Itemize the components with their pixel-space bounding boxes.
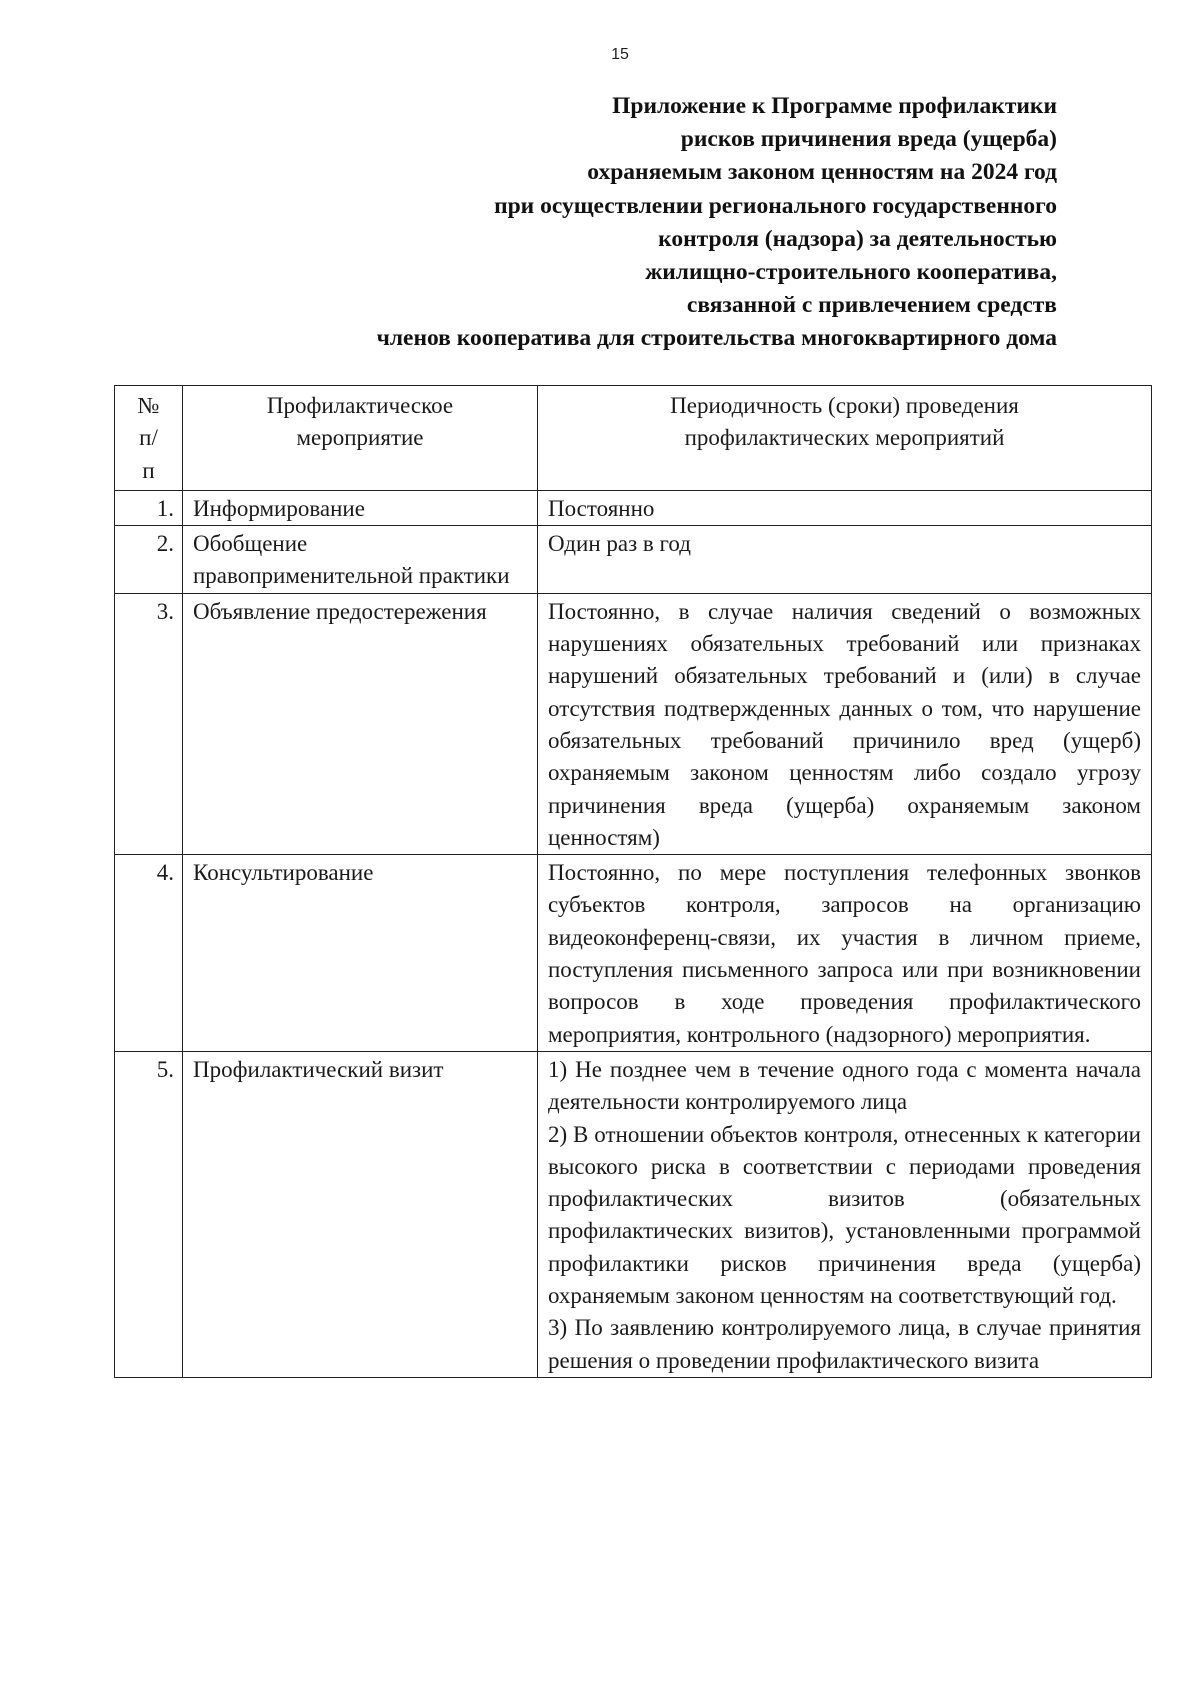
column-header-number [115, 386, 183, 491]
column-header-line: профилактических мероприятий [684, 425, 1005, 451]
activity-periodicity [538, 490, 1152, 525]
periodicity-paragraph: Постоянно [548, 495, 655, 521]
activity-name: Обобщение правоприменительной практики [183, 526, 538, 594]
periodicity-paragraph: 3) По заявлению контролируемого лица, в случае принятия решения о проведении профилактического визита [548, 1315, 1141, 1373]
column-header-line: № [137, 393, 160, 418]
appendix-header-line: жилищно-строительного кооператива, [645, 259, 1057, 286]
row-number: 5. [115, 1051, 183, 1377]
column-header-line: мероприятие [296, 425, 424, 451]
appendix-header-line: контроля (надзора) за деятельностью [658, 225, 1057, 252]
column-header-line: п/ [139, 425, 158, 451]
row-number: 1. [115, 490, 183, 525]
activity-name: Информирование [183, 490, 538, 525]
column-header-line: Периодичность (сроки) проведения [670, 393, 1019, 418]
activity-periodicity [538, 855, 1152, 1052]
periodicity-paragraph: Постоянно, по мере поступления телефонных звонков субъектов контроля, запросов на организацию видеоконференц-связи, их участия в личном приеме, поступления письменного запроса или при возникновении вопросов в ходе проведения профилактического мероприятия, контрольного (надзорного) мероприятия. [548, 860, 1141, 1047]
activities-table [114, 385, 1152, 1378]
appendix-header-line: членов кооператива для строительства многоквартирного дома [376, 325, 1057, 352]
periodicity-paragraph: Один раз в год [548, 531, 691, 557]
appendix-header-line: рисков причинения вреда (ущерба) [680, 126, 1057, 153]
periodicity-paragraph: 2) В отношении объектов контроля, отнесенных к категории высокого риска в соответствии с периодами проведения профилактических визитов (обязательных профилактических визитов), установленными программой профилактики рисков причинения вреда (ущерба) охраняемым законом ценностям на соответствующий год. [548, 1121, 1141, 1309]
row-number: 3. [115, 593, 183, 854]
table-row [115, 855, 1152, 1052]
table-row [115, 593, 1152, 854]
table-header-row [115, 386, 1152, 491]
activity-name: Объявление предостережения [183, 593, 538, 854]
column-header-line: Профилактическое [266, 393, 454, 418]
table-row [115, 490, 1152, 525]
appendix-header [157, 90, 1057, 356]
appendix-header-line: связанной с привлечением средств [686, 292, 1057, 319]
activity-periodicity [538, 526, 1152, 594]
column-header-periodicity [538, 386, 1152, 491]
page-number: 15 [611, 46, 629, 63]
activity-name: Профилактический визит [183, 1051, 538, 1377]
appendix-header-line: при осуществлении регионального государственного [494, 192, 1057, 219]
table-row [115, 526, 1152, 594]
row-number: 2. [115, 526, 183, 594]
table-row [115, 1051, 1152, 1377]
appendix-header-line: Приложение к Программе профилактики [612, 93, 1057, 119]
column-header-line: п [142, 457, 155, 483]
column-header-activity [183, 386, 538, 491]
row-number: 4. [115, 855, 183, 1052]
appendix-header-line: охраняемым законом ценностям на 2024 год [587, 159, 1057, 186]
activity-name: Консультирование [183, 855, 538, 1052]
periodicity-paragraph: 1) Не позднее чем в течение одного года с момента начала деятельности контролируемого лица [548, 1056, 1141, 1115]
periodicity-paragraph: Постоянно, в случае наличия сведений о возможных нарушениях обязательных требований или признаках нарушений обязательных требований и (или) в случае отсутствия подтвержденных данных о том, что нарушение обязательных требований причинило вред (ущерб) охраняемым законом ценностям либо создало угрозу причинения вреда (ущерба) охраняемым законом ценностям) [548, 598, 1141, 850]
activity-periodicity [538, 1051, 1152, 1377]
activity-periodicity [538, 593, 1152, 854]
